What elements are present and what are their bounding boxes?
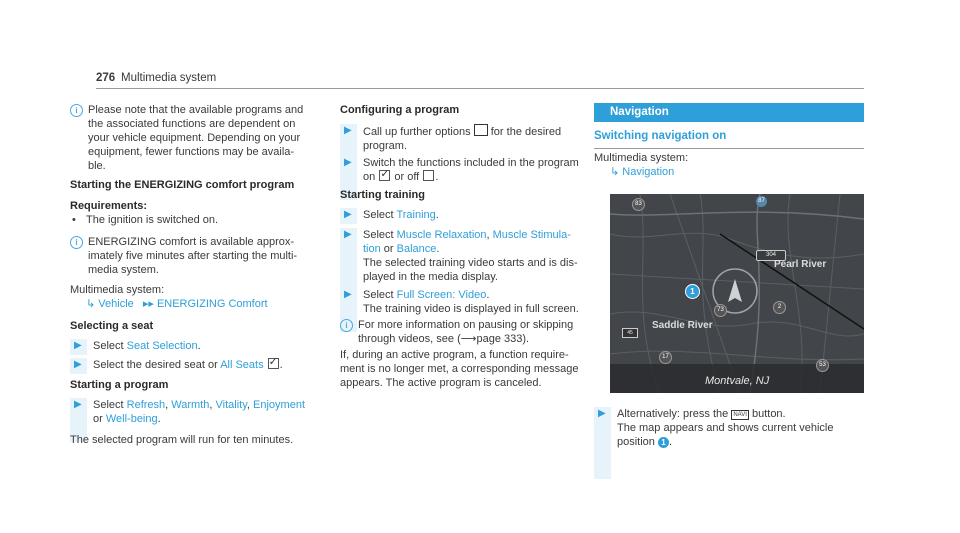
heading-starting-program: Starting a program bbox=[70, 379, 169, 391]
option-training[interactable]: Training bbox=[396, 209, 436, 221]
step-arrow-icon: ▶ bbox=[344, 125, 352, 136]
section-header-navigation: Navigation bbox=[594, 103, 864, 122]
menu-path bbox=[610, 165, 674, 179]
position-marker-icon: 1 bbox=[658, 437, 669, 448]
requirement-item: The ignition is switched on. bbox=[86, 214, 219, 226]
step-result: position bbox=[617, 436, 655, 448]
page-number: 276 bbox=[96, 72, 116, 84]
route-shield-53: 53 bbox=[816, 359, 829, 372]
step-arrow-icon: ▶ bbox=[344, 289, 352, 300]
step-text: or bbox=[380, 243, 397, 255]
option-muscle-relaxation[interactable]: Muscle Relaxation bbox=[396, 229, 487, 241]
path-arrow-icon: ↳ bbox=[86, 298, 96, 310]
step-text: Switch the functions included in the program bbox=[363, 157, 579, 169]
option-full-screen-video[interactable]: Full Screen: Video bbox=[396, 289, 487, 301]
step-text: on bbox=[363, 171, 376, 183]
note-line: your vehicle equipment. Depending on your bbox=[88, 132, 301, 144]
program-result-text: The selected program will run for ten minutes. bbox=[70, 434, 294, 446]
option-balance[interactable]: Balance bbox=[396, 243, 437, 255]
vehicle-position-marker: 1 bbox=[685, 284, 700, 299]
option-muscle-stimulation-cont[interactable]: tion bbox=[363, 243, 381, 255]
step-select-program: ▶ Select Refresh, Warmth, Vitality, Enjoyment or Well-being. bbox=[70, 398, 305, 426]
note-line: For more information on pausing or skipping bbox=[358, 319, 574, 331]
step-result: played in the media display. bbox=[363, 271, 498, 283]
step-result: The selected training video starts and is dis- bbox=[363, 257, 578, 269]
paragraph-line: If, during an active program, a function require- bbox=[340, 349, 569, 361]
note-line: ENERGIZING comfort is available approx- bbox=[88, 236, 295, 248]
section-title: Multimedia system bbox=[121, 72, 217, 84]
step-text: Call up further options bbox=[363, 126, 471, 138]
path-label: Multimedia system: bbox=[70, 284, 165, 296]
option-well-being[interactable]: Well-being bbox=[105, 413, 158, 425]
route-shield-83: 83 bbox=[632, 198, 645, 211]
heading-selecting-seat: Selecting a seat bbox=[70, 320, 154, 332]
note-line: the associated functions are dependent on bbox=[88, 118, 296, 130]
step-text: . bbox=[197, 340, 201, 352]
step-text: or bbox=[93, 413, 106, 425]
page-reference[interactable]: page 333). bbox=[476, 333, 530, 345]
map-location-label: Montvale, NJ bbox=[705, 375, 770, 387]
option-seat-selection[interactable]: Seat Selection bbox=[126, 340, 198, 352]
path-item-vehicle[interactable]: Vehicle bbox=[98, 298, 134, 310]
route-shield-2: 2 bbox=[773, 301, 786, 314]
path-arrow-icon: ↳ bbox=[610, 166, 620, 178]
note-availability bbox=[88, 103, 303, 173]
route-shield-87: 87 bbox=[756, 196, 767, 207]
path-item-navigation[interactable]: Navigation bbox=[622, 166, 675, 178]
route-shield-17: 17 bbox=[659, 351, 672, 364]
paragraph-program-cancel bbox=[340, 348, 578, 390]
navigation-map[interactable] bbox=[610, 194, 864, 393]
step-text: Select bbox=[363, 289, 397, 301]
map-label-saddle-river: Saddle River bbox=[652, 320, 713, 331]
step-further-options bbox=[340, 124, 561, 153]
note-line: media system. bbox=[88, 264, 159, 276]
note-energizing-availability bbox=[88, 235, 297, 277]
step-arrow-icon: ▶ bbox=[598, 408, 606, 419]
option-vitality[interactable]: Vitality bbox=[215, 399, 247, 411]
step-text: Select bbox=[363, 209, 397, 221]
step-select-training: ▶ Select Training. bbox=[340, 208, 439, 222]
note-more-info bbox=[358, 318, 573, 346]
heading-starting-energizing: Starting the ENERGIZING comfort program bbox=[70, 179, 295, 191]
step-text: Select the desired seat or bbox=[93, 359, 221, 371]
note-line: ble. bbox=[88, 160, 106, 172]
heading-starting-training: Starting training bbox=[340, 189, 425, 201]
route-shield-304: 304 bbox=[756, 250, 786, 261]
step-select-seat-selection bbox=[70, 339, 201, 353]
heading-switching-navigation: Switching navigation on bbox=[594, 130, 727, 142]
checkbox-on-icon bbox=[379, 170, 390, 181]
option-muscle-stimulation[interactable]: Muscle Stimula- bbox=[492, 229, 571, 241]
step-select-training-video: ▶ Select Muscle Relaxation, Muscle Stimula- tion or Balance. The selected training video starts and is dis- played in the media display. bbox=[340, 228, 578, 284]
step-text: for the desired bbox=[490, 126, 562, 138]
step-full-screen-video: ▶ Select Full Screen: Video. The training video is displayed in full screen. bbox=[340, 288, 579, 316]
step-result: The training video is displayed in full screen. bbox=[363, 303, 579, 315]
navi-button-icon: NAVI bbox=[733, 412, 747, 418]
note-line: through videos, see ( bbox=[358, 333, 461, 345]
checkbox-on-icon bbox=[268, 358, 279, 369]
step-arrow-icon: ▶ bbox=[344, 209, 352, 220]
option-all-seats[interactable]: All Seats bbox=[220, 359, 264, 371]
step-result: The map appears and shows current vehicle bbox=[617, 422, 834, 434]
info-icon: i bbox=[70, 104, 83, 117]
requirements-label: Requirements: bbox=[70, 200, 148, 212]
options-icon bbox=[474, 124, 488, 136]
checkbox-off-icon bbox=[423, 170, 434, 181]
path-label: Multimedia system: bbox=[594, 152, 689, 164]
heading-configuring-program: Configuring a program bbox=[340, 104, 460, 116]
route-shield-45: 45 bbox=[622, 328, 638, 338]
step-arrow-icon: ▶ bbox=[344, 157, 352, 168]
path-chevron-icon: ▸▸ bbox=[142, 298, 154, 310]
step-arrow-icon: ▶ bbox=[74, 359, 82, 370]
option-refresh[interactable]: Refresh bbox=[126, 399, 166, 411]
step-text: Select bbox=[363, 229, 397, 241]
menu-path bbox=[86, 297, 268, 311]
paragraph-line: ment is no longer met, a corresponding message bbox=[340, 363, 579, 375]
note-line: imately five minutes after starting the multi- bbox=[88, 250, 298, 262]
note-line: Please note that the available programs and bbox=[88, 104, 304, 116]
step-text: Select bbox=[93, 399, 127, 411]
step-text: Alternatively: press the bbox=[617, 408, 729, 420]
step-text: or off bbox=[394, 171, 420, 183]
step-press-navi: ▶ Alternatively: press the NAVI button. The map appears and shows current vehicle position 1 . bbox=[594, 407, 833, 449]
step-text: button. bbox=[751, 408, 786, 420]
info-icon: i bbox=[70, 236, 83, 249]
option-enjoyment[interactable]: Enjoyment bbox=[253, 399, 306, 411]
step-arrow-icon: ▶ bbox=[344, 229, 352, 240]
subheading-divider bbox=[594, 148, 864, 149]
info-icon: i bbox=[340, 319, 353, 332]
step-arrow-icon: ▶ bbox=[74, 399, 82, 410]
step-text: program. bbox=[363, 140, 408, 152]
header-divider bbox=[96, 88, 864, 89]
step-switch-functions: ▶ Switch the functions included in the program on ✓ or off . bbox=[340, 156, 579, 184]
step-text: Select bbox=[93, 340, 127, 352]
bullet-icon: • bbox=[72, 214, 76, 226]
option-warmth[interactable]: Warmth bbox=[171, 399, 210, 411]
step-arrow-icon: ▶ bbox=[74, 340, 82, 351]
page-ref-arrow-icon: ⟶ bbox=[460, 333, 477, 345]
map-label-pearl-river: Pearl River bbox=[774, 259, 827, 270]
step-select-seat: ▶ Select the desired seat or All Seats ✓ . bbox=[70, 358, 283, 372]
note-line: equipment, fewer functions may be availa- bbox=[88, 146, 295, 158]
paragraph-line: appears. The active program is canceled. bbox=[340, 377, 542, 389]
path-item-energizing-comfort[interactable]: ENERGIZING Comfort bbox=[156, 298, 268, 310]
route-shield-73: 73 bbox=[714, 304, 727, 317]
